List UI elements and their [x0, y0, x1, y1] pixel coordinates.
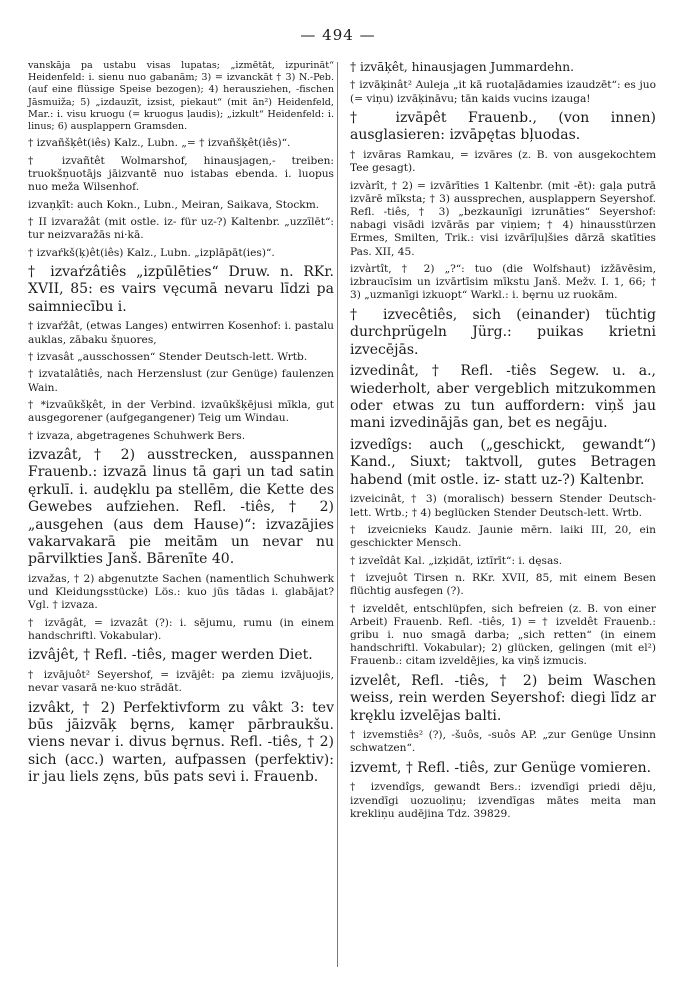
- dictionary-entry: izvemt, † Refl. -tiês, zur Genüge vomieren.: [350, 759, 652, 776]
- dictionary-entry: izvedinât, † Refl. -tiês Segew. u. a., wiederholt, aber vergeblich mitzukommen oder etwas zu tun auffordern: viņš jau mani izvedinājās gan, bet es negāju.: [350, 363, 656, 432]
- page-number: — 494 —: [300, 26, 376, 44]
- dictionary-entry: † izvaza, abgetragenes Schuhwerk Bers.: [28, 429, 246, 442]
- dictionary-entry: † izvaŕkš(ķ)êt(iês) Kalz., Lubn. „izplāpāt(ies)“.: [28, 246, 275, 259]
- dictionary-entry: † izvejuôt Tirsen n. RKr. XVII, 85, mit einem Besen flüchtig ausfegen (?).: [350, 571, 656, 598]
- dictionary-entry: izvàrît, † 2) = izvārīties 1 Kaltenbr. (mit -ēt): gaļa putrā izvārē mīksta; † 3) aussprechen, ausplappern Seyershof. Refl. -tiês, † 3) „bezkaunīgi izrunāties“ Seyershof: nabagi visādi izvārās par viņiem; † 4) hinausstürzen Ermes, Smilten, Trik.: visi izvārīļuļšies dārzā skatīties Pas. XII, 45.: [350, 179, 656, 258]
- dictionary-entry: izvâjêt, † Refl. -tiês, mager werden Diet.: [28, 647, 313, 664]
- dictionary-entry: izvedîgs: auch („geschickt, gewandt“) Kand., Siuxt; taktvoll, gutes Betragen habend (mit ostle. iz- statt uz-?) Kaltenbr.: [350, 437, 656, 488]
- dictionary-entry: † izvendîgs, gewandt Bers.: izvendīgi priedi dēju, izvendīgi uozuoliņu; izvendīgas mātes meita man krekliņu audējina Tdz. 39829.: [350, 781, 656, 820]
- dictionary-entry: † izvemstiês² (?), -šuôs, -suôs AP. „zur Genüge Unsinn schwatzen“.: [350, 729, 656, 755]
- right-column: [350, 60, 656, 825]
- dictionary-entry: † izvaŕžât, (etwas Langes) entwirren Kosenhof: i. pastalu auklas, zābaku šņuores,: [28, 320, 334, 346]
- dictionary-entry: † izvāpêt Frauenb., (von innen) ausglasieren: izvāpętas bļuodas.: [350, 109, 656, 144]
- dictionary-entry: † izvasât „ausschossen“ Stender Deutsch-lett. Wrtb.: [28, 350, 308, 363]
- dictionary-entry: † izvañtêt Wolmarshof, hinausjagen,- treiben: truokšņuotājs jāizvantē nuo istabas ebenda. i. luopus nuo meža Wilsenhof.: [28, 154, 334, 194]
- dictionary-entry: † *izvaūkšķêt, in der Verbind. izvaūkšķējusi mīkla, gut ausgegorener (aufgegangener) Teig um Windau.: [28, 398, 334, 425]
- dictionary-entry: vanskāja pa ustabu visas lupatas; „izmētāt, izpurināt“ Heidenfeld: i. sienu nuo gabanām; 3) = izvanckāt † 3) N.-Peb. (auf eine flüssige Speise bezogen); 4) herausziehen, -fischen Jāsmuiža; 5) „izdauzīt, izsist, piekaut“ (mit ān²) Heidenfeld, Mar.: i. visu kruogu (= kruogus ļaudis); „izkult“ Heidenfeld: i. linus; 6) ausplappern Gramsden.: [28, 60, 334, 133]
- dictionary-entry: † izvāķinât² Auleja „it kā ruotaļādamies izaudzēt“: es juo (= viņu) izvāķināvu; tān kaids vucins izauga!: [350, 79, 656, 105]
- dictionary-entry: † izvāgât, = izvazât (?): i. sējumu, rumu (in einem handschriftl. Vokabular).: [28, 616, 334, 642]
- dictionary-entry: † izvecêtiês, sich (einander) tüchtig durchprügeln Jürg.: puikas krietni izvecējās.: [350, 306, 656, 358]
- dictionary-entry: izvaņķīt: auch Kokn., Lubn., Meiran, Saikava, Stockm.: [28, 198, 320, 211]
- dictionary-entry: † izveicnieks Kaudz. Jaunie mērn. laiki III, 20, ein geschickter Mensch.: [350, 524, 656, 550]
- dictionary-entry: † izvañšķêt(iês) Kalz., Lubn. „= † izvañšķêt(iês)“.: [28, 137, 291, 150]
- dictionary-entry: † izvāras Ramkau, = izvāres (z. B. von ausgekochtem Tee gesagt).: [350, 148, 656, 175]
- dictionary-entry: † izvaŕzâtiês „izpūlēties“ Druw. n. RKr. XVII, 85: es vairs vęcumā nevaru līdzi pa saimniecību i.: [28, 263, 334, 315]
- column-divider: [337, 62, 338, 967]
- dictionary-entry: † izvāķêt, hinausjagen Jummardehn.: [350, 60, 574, 74]
- dictionary-entry: † II izvaražât (mit ostle. iz- für uz-?) Kaltenbr. „uzzīlēt“: tur neizvaražās ni·kā.: [28, 215, 334, 242]
- dictionary-entry: izvelêt, Refl. -tiês, † 2) beim Waschen weiss, rein werden Seyershof: diegi līdz ar kręklu izvelējas balti.: [350, 672, 656, 724]
- dictionary-entry: † izveîdât Kal. „izķidāt, iztīrīt“: i. dęsas.: [350, 554, 563, 567]
- dictionary-entry: † izveldêt, entschlüpfen, sich befreien (z. B. von einer Arbeit) Frauenb. Refl. -tiês, 1) = † izveldêt Frauenb.: gribu i. nuo smagā darba; „sich retten“ (in einem handschriftl. Vokabular); 2) glücken, gelingen (mit el²) Frauenb.: citam izveldējies, ka viņš izmucis.: [350, 602, 656, 668]
- dictionary-entry: izvâkt, † 2) Perfektivform zu vâkt 3: tev būs jāizvāķ bęrns, kamęr pārbraukšu. viens nevar i. divus bęrnus. Refl. -tiês, † 2) sich (acc.) warten, aufpassen (perfektiv): ir jau liels zęns, būs pats sevi i. Frauenb.: [28, 699, 334, 786]
- dictionary-entry: † izvatalâtiês, nach Herzenslust (zur Genüge) faulenzen Wain.: [28, 368, 334, 394]
- dictionary-entry: † izvājuôt² Seyershof, = izvājêt: pa ziemu izvājuojis, nevar vasarā ne·kuo strādāt.: [28, 668, 334, 695]
- dictionary-entry: izvazât, † 2) ausstrecken, ausspannen Frauenb.: izvazā linus tā gaŗi un tad satin ęrkulī. i. audęklu pa stellēm, die Kette des Gewebes aufziehen. Refl. -tiês, † 2) „ausgehen (aus dem Hause)“: izvazājies vakarvakarā pie meitām un nevar nu pārvilkties Janš. Bārenīte 40.: [28, 446, 334, 568]
- dictionary-entry: izvàrtît, † 2) „?“: tuo (die Wolfshaut) izžāvēsim, izbraucīsim un izvārtīsim mīkstu Janš. Mežv. I. 1, 66; † 3) „uzmanīgi izkuopt“ Warkl.: i. bęrnu uz ruokām.: [350, 262, 656, 302]
- dictionary-entry: izvažas, † 2) abgenutzte Sachen (namentlich Schuhwerk und Kleidungsstücke) Lös.: kuo jūs tādas i. glabājat? Vgl. † izvaza.: [28, 572, 334, 612]
- left-column: [28, 60, 334, 791]
- dictionary-entry: izveicinât, † 3) (moralisch) bessern Stender Deutsch-lett. Wrtb.; † 4) beglücken Stender Deutsch-lett. Wrtb.: [350, 493, 656, 519]
